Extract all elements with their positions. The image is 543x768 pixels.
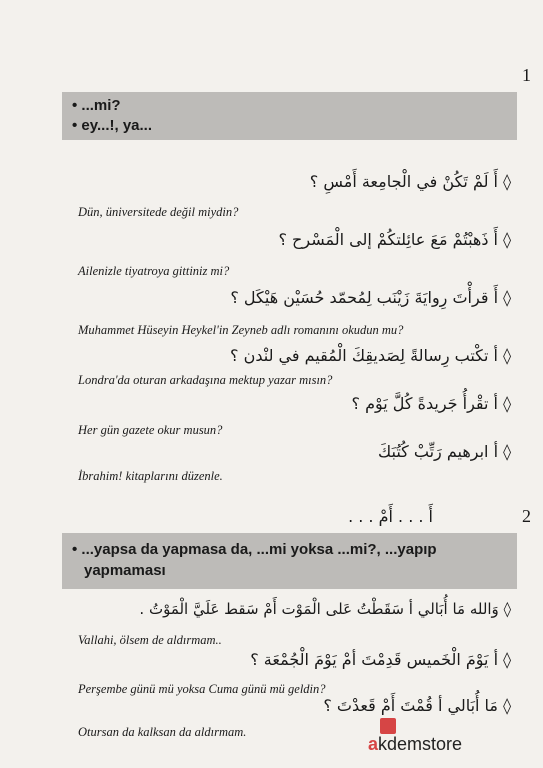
turkish-translation: İbrahim! kitaplarını düzenle. xyxy=(78,469,223,483)
turkish-translation: Her gün gazete okur musun? xyxy=(78,423,223,437)
arabic-example: ◊ أَ قرأْتَ رِوايَةَ زَيْنَب لِمُحمّد حُسَيْن هَيْكَل ؟ xyxy=(230,288,511,307)
turkish-translation: Vallahi, ölsem de aldırmam.. xyxy=(78,633,222,647)
arabic-example: ◊ أ تكْتب رِسالةً لِصَديقِكَ الْمُقيم في لنْدن ؟ xyxy=(230,346,511,365)
turkish-translation: Dün, üniversitede değil miydin? xyxy=(78,205,239,219)
arabic-example: ◊ أ ابرهيم رَتِّبْ كُتُبَكَ xyxy=(378,442,511,461)
section2-heading-line: yapmaması xyxy=(84,562,166,579)
store-logo-icon xyxy=(380,718,396,734)
turkish-translation: Otursan da kalksan da aldırmam. xyxy=(78,725,247,739)
section1-heading-line: • ...mi? xyxy=(72,97,121,114)
arabic-example: ◊ أ يَوْمَ الْخَميس قَدِمْتَ أمْ يَوْمَ الْجُمْعَة ؟ xyxy=(250,650,511,669)
section2-arabic-heading: أَ . . . أَمْ . . . xyxy=(348,507,433,526)
turkish-translation: Londra'da oturan arkadaşına mektup yazar mısın? xyxy=(78,373,333,387)
akdemstore-logo xyxy=(368,718,518,758)
arabic-example: ◊ وَالله مَا أُبَالي أ سَقَطْتُ عَلى الْمَوْت أَمْ سَقط عَلَيَّ الْمَوْتُ . xyxy=(139,600,511,618)
logo-wordmark: akdemstore xyxy=(368,734,463,754)
turkish-translation: Ailenizle tiyatroya gittiniz mi? xyxy=(78,264,230,278)
section2-heading-band xyxy=(62,533,517,589)
section-number-2: 2 xyxy=(522,506,531,526)
turkish-translation: Perşembe günü mü yoksa Cuma günü mü geldin? xyxy=(78,682,326,696)
arabic-example: ◊ أَ ذَهبْتُمْ مَعَ عائِلتكُمْ إلى الْمَسْرح ؟ xyxy=(278,230,511,249)
section1-heading-band xyxy=(62,92,517,140)
section-number-1: 1 xyxy=(522,65,531,85)
arabic-example: ◊ أَ لَمْ تَكُنْ في الْجامِعة أَمْسِ ؟ xyxy=(309,172,511,191)
section1-heading-line: • ey...!, ya... xyxy=(72,117,153,134)
section2-heading-line: • ...yapsa da yapmasa da, ...mi yoksa ...mi?, ...yapıp xyxy=(72,541,437,558)
arabic-example: ◊ مَا أُبَالي أ قُمْتَ أَمْ قَعدْتَ ؟ xyxy=(323,696,511,715)
arabic-example: ◊ أ تقْرأُ جَريدةً كُلَّ يَوْم ؟ xyxy=(351,394,511,413)
turkish-translation: Muhammet Hüseyin Heykel'in Zeyneb adlı romanını okudun mu? xyxy=(78,323,404,337)
